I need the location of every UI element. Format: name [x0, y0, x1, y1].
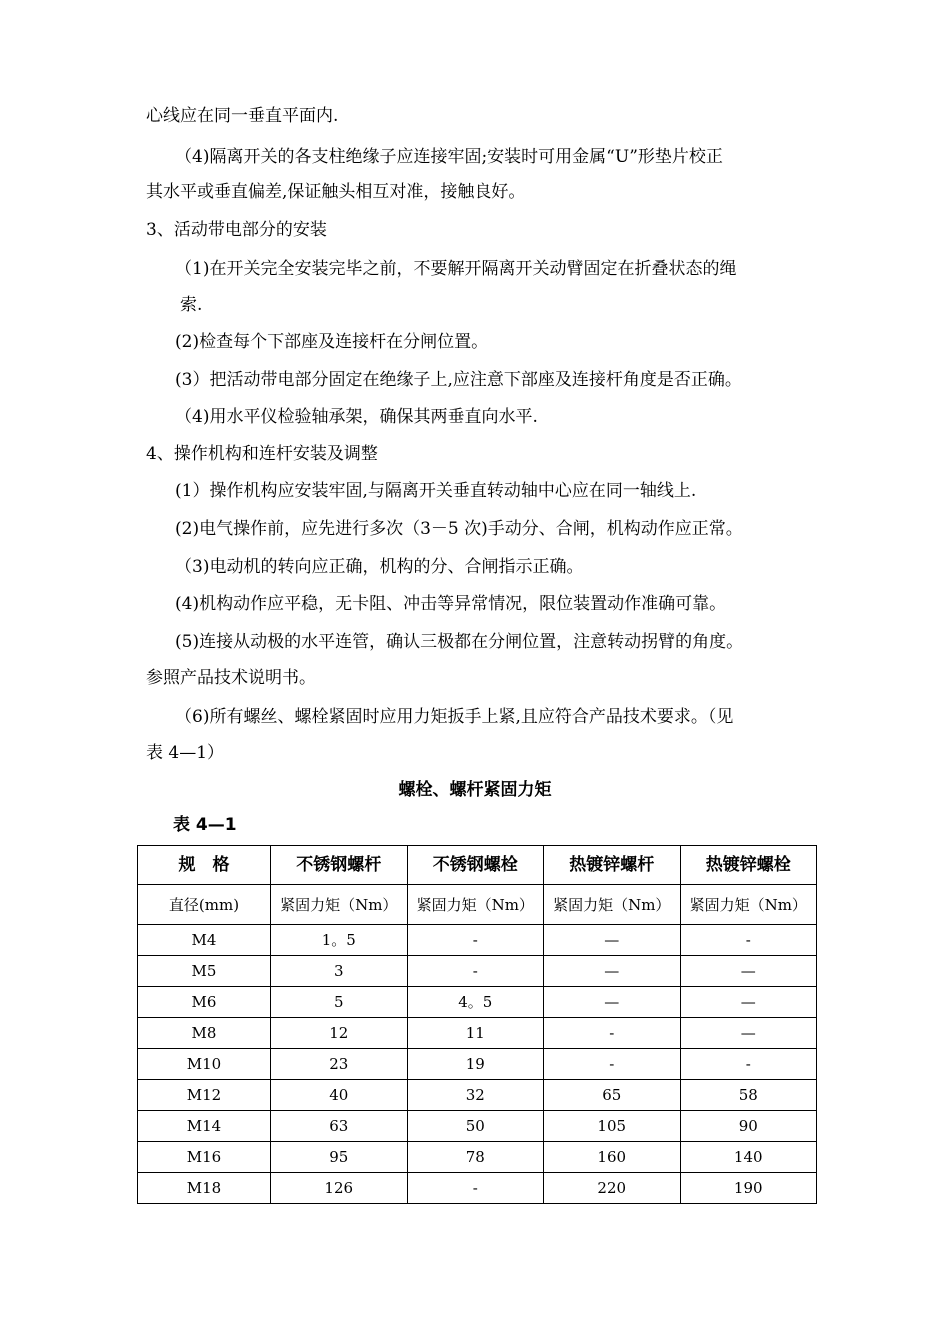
table-label: 表 4—1: [173, 815, 237, 835]
table-cell: M14: [138, 1111, 271, 1142]
paragraph-line: （6)所有螺丝、螺栓紧固时应用力矩扳手上紧,且应符合产品技术要求。（见: [175, 707, 734, 727]
table-cell: M18: [138, 1173, 271, 1204]
table-row: [138, 987, 817, 1018]
table-cell: 58: [680, 1080, 817, 1111]
table-cell: —: [680, 987, 817, 1018]
table-cell: 40: [271, 1080, 408, 1111]
header-cell: 热镀锌螺杆: [544, 846, 681, 885]
table-cell: -: [680, 1049, 817, 1080]
paragraph-line: (4)机构动作应平稳，无卡阻、冲击等异常情况，限位装置动作准确可靠。: [175, 594, 727, 614]
paragraph-line: 参照产品技术说明书。: [146, 668, 316, 688]
table-cell: 90: [680, 1111, 817, 1142]
table-header-row: [138, 846, 817, 885]
table-cell: 105: [544, 1111, 681, 1142]
table-cell: M10: [138, 1049, 271, 1080]
table-row: [138, 1018, 817, 1049]
paragraph-line: (5)连接从动极的水平连管，确认三极都在分闸位置，注意转动拐臂的角度。: [175, 632, 744, 652]
paragraph-line: （3)电动机的转向应正确，机构的分、合闸指示正确。: [175, 557, 584, 577]
table-cell: 4。5: [407, 987, 544, 1018]
table-cell: —: [680, 956, 817, 987]
table-row: [138, 1080, 817, 1111]
unit-cell: 紧固力矩（Nm）: [407, 885, 544, 925]
paragraph-line: （4)隔离开关的各支柱绝缘子应连接牢固;安装时可用金属“U”形垫片校正: [175, 147, 723, 167]
table-cell: 140: [680, 1142, 817, 1173]
unit-cell: 直径(mm): [138, 885, 271, 925]
paragraph-line: (3）把活动带电部分固定在绝缘子上,应注意下部座及连接杆角度是否正确。: [175, 370, 742, 390]
section-heading: 3、活动带电部分的安装: [146, 220, 327, 240]
table-cell: -: [544, 1049, 681, 1080]
table-cell: M8: [138, 1018, 271, 1049]
paragraph-line: (1）操作机构应安装牢固,与隔离开关垂直转动轴中心应在同一轴线上.: [175, 481, 697, 501]
table-cell: 78: [407, 1142, 544, 1173]
header-cell: 规 格: [138, 846, 271, 885]
table-cell: M4: [138, 925, 271, 956]
table-cell: -: [407, 925, 544, 956]
table-row: [138, 1049, 817, 1080]
table-cell: 19: [407, 1049, 544, 1080]
paragraph-line: （1)在开关完全安装完毕之前，不要解开隔离开关动臂固定在折叠状态的绳: [175, 259, 737, 279]
table-unit-row: [138, 885, 817, 925]
header-cell: 不锈钢螺栓: [407, 846, 544, 885]
table-cell: —: [544, 925, 681, 956]
table-cell: 32: [407, 1080, 544, 1111]
paragraph-line: 其水平或垂直偏差,保证触头相互对准，接触良好。: [146, 182, 526, 202]
table-cell: —: [680, 1018, 817, 1049]
unit-cell: 紧固力矩（Nm）: [544, 885, 681, 925]
paragraph-line: （4)用水平仪检验轴承架，确保其两垂直向水平.: [175, 407, 538, 427]
table-row: [138, 1111, 817, 1142]
table-cell: 63: [271, 1111, 408, 1142]
paragraph-line: (2)电气操作前，应先进行多次（3－5 次)手动分、合闸，机构动作应正常。: [175, 519, 743, 539]
table-caption: 螺栓、螺杆紧固力矩: [398, 780, 552, 800]
table-cell: -: [407, 956, 544, 987]
header-cell: 不锈钢螺杆: [271, 846, 408, 885]
paragraph-line: 索.: [180, 295, 203, 315]
unit-cell: 紧固力矩（Nm）: [680, 885, 817, 925]
table-cell: M6: [138, 987, 271, 1018]
table-cell: 1。5: [271, 925, 408, 956]
paragraph-line: 心线应在同一垂直平面内.: [146, 106, 339, 126]
table-cell: 190: [680, 1173, 817, 1204]
table-cell: 11: [407, 1018, 544, 1049]
table-cell: M5: [138, 956, 271, 987]
paragraph-line: 表 4—1）: [146, 743, 225, 763]
section-heading: 4、操作机构和连杆安装及调整: [146, 444, 378, 464]
table-cell: -: [407, 1173, 544, 1204]
table-row: [138, 925, 817, 956]
table-cell: 160: [544, 1142, 681, 1173]
table-cell: —: [544, 987, 681, 1018]
table-cell: M12: [138, 1080, 271, 1111]
table-cell: -: [544, 1018, 681, 1049]
torque-table: [137, 845, 817, 1204]
table-row: [138, 956, 817, 987]
table-cell: —: [544, 956, 681, 987]
table-row: [138, 1173, 817, 1204]
table-cell: 12: [271, 1018, 408, 1049]
table-cell: 126: [271, 1173, 408, 1204]
paragraph-line: (2)检查每个下部座及连接杆在分闸位置。: [175, 332, 489, 352]
header-cell: 热镀锌螺栓: [680, 846, 817, 885]
table-cell: M16: [138, 1142, 271, 1173]
table-cell: 23: [271, 1049, 408, 1080]
table-cell: 3: [271, 956, 408, 987]
table-cell: -: [680, 925, 817, 956]
table-cell: 5: [271, 987, 408, 1018]
unit-cell: 紧固力矩（Nm）: [271, 885, 408, 925]
table-cell: 220: [544, 1173, 681, 1204]
table-cell: 95: [271, 1142, 408, 1173]
table-cell: 65: [544, 1080, 681, 1111]
table-cell: 50: [407, 1111, 544, 1142]
table-row: [138, 1142, 817, 1173]
